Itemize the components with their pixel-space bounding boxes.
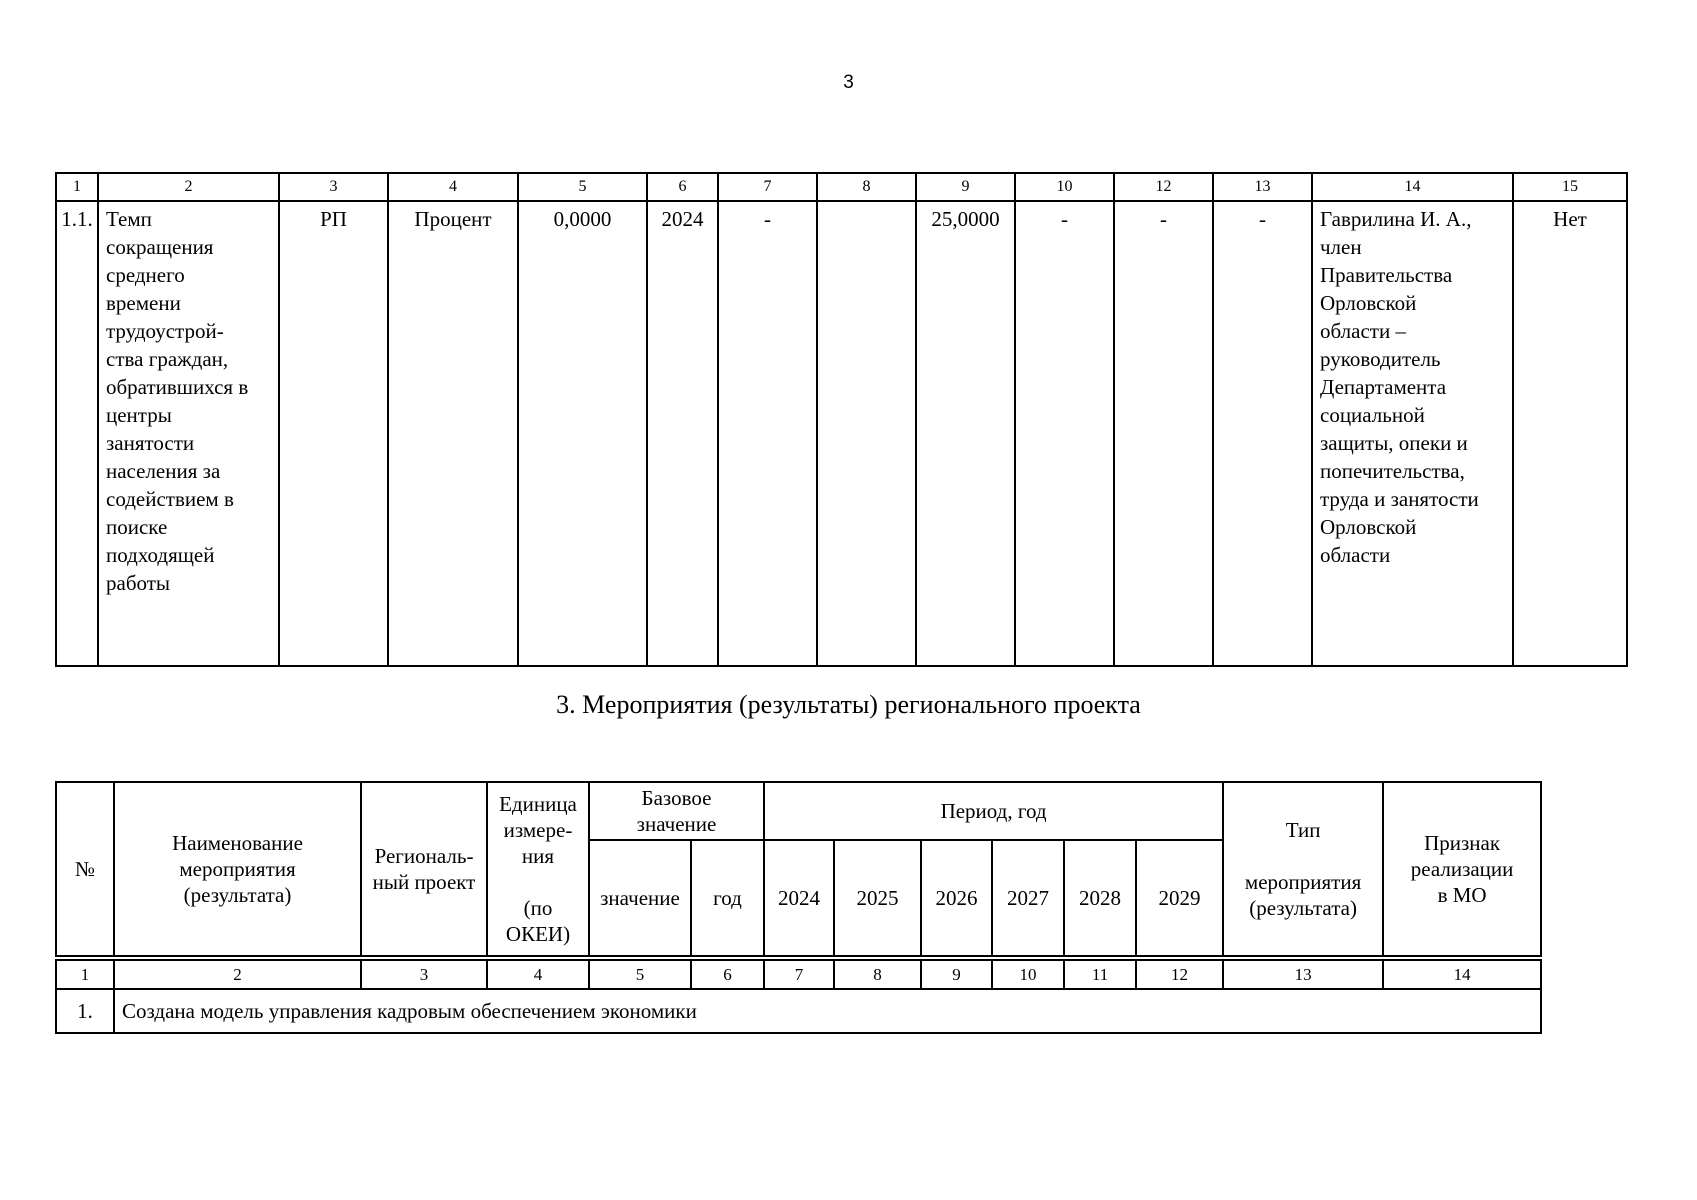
value-cell: - bbox=[1213, 201, 1312, 666]
header-no: № bbox=[56, 782, 114, 956]
row-number: 1. bbox=[56, 989, 114, 1033]
header-year: 2027 bbox=[992, 840, 1064, 956]
column-number: 4 bbox=[388, 173, 518, 201]
header-period: Период, год bbox=[764, 782, 1223, 840]
column-number: 12 bbox=[1136, 960, 1223, 989]
column-number: 10 bbox=[1015, 173, 1114, 201]
column-number: 5 bbox=[589, 960, 691, 989]
column-number: 8 bbox=[817, 173, 916, 201]
header-year: 2029 bbox=[1136, 840, 1223, 956]
column-number: 3 bbox=[361, 960, 487, 989]
table-row bbox=[56, 201, 1627, 666]
header-year: 2024 bbox=[764, 840, 834, 956]
table-header-row bbox=[56, 173, 1627, 201]
column-number: 15 bbox=[1513, 173, 1627, 201]
column-number: 4 bbox=[487, 960, 589, 989]
header-year: 2028 bbox=[1064, 840, 1136, 956]
header-base: Базовое значение bbox=[589, 782, 764, 840]
column-number: 12 bbox=[1114, 173, 1213, 201]
column-number: 10 bbox=[992, 960, 1064, 989]
column-number: 2 bbox=[114, 960, 361, 989]
header-base-year: год bbox=[691, 840, 764, 956]
header-year: 2026 bbox=[921, 840, 992, 956]
column-numbers-row bbox=[56, 960, 1541, 989]
page-number: 3 bbox=[843, 72, 854, 93]
column-number: 7 bbox=[718, 173, 817, 201]
value-cell bbox=[817, 201, 916, 666]
row-number: 1.1. bbox=[56, 201, 98, 666]
column-number: 7 bbox=[764, 960, 834, 989]
value-cell: - bbox=[1015, 201, 1114, 666]
header-base-value: значение bbox=[589, 840, 691, 956]
column-number: 9 bbox=[916, 173, 1015, 201]
result-title: Создана модель управления кадровым обеспечением экономики bbox=[114, 989, 1541, 1033]
table-row bbox=[56, 989, 1541, 1033]
column-number: 3 bbox=[279, 173, 388, 201]
header-type: Тип мероприятия (результата) bbox=[1223, 782, 1383, 956]
header-sign: Признак реализации в МО bbox=[1383, 782, 1541, 956]
value-cell: 25,0000 bbox=[916, 201, 1015, 666]
flag-cell: Нет bbox=[1513, 201, 1627, 666]
responsible-cell: Гаврилина И. А., член Правительства Орловской области – руководитель Департамента социальной защиты, опеки и попечительства, труда и занятости Орловской области bbox=[1312, 201, 1513, 666]
column-number: 9 bbox=[921, 960, 992, 989]
column-number: 13 bbox=[1213, 173, 1312, 201]
header-project: Региональ- ный проект bbox=[361, 782, 487, 956]
column-number: 14 bbox=[1383, 960, 1541, 989]
activities-table bbox=[55, 781, 1542, 1034]
column-number: 13 bbox=[1223, 960, 1383, 989]
column-number: 2 bbox=[98, 173, 279, 201]
value-cell: - bbox=[718, 201, 817, 666]
column-number: 14 bbox=[1312, 173, 1513, 201]
level-cell: РП bbox=[279, 201, 388, 666]
column-number: 1 bbox=[56, 960, 114, 989]
column-number: 8 bbox=[834, 960, 921, 989]
column-number: 6 bbox=[647, 173, 718, 201]
section-title: 3. Мероприятия (результаты) регионального проекта bbox=[556, 690, 1141, 719]
header-unit: Единица измере- ния (по ОКЕИ) bbox=[487, 782, 589, 956]
base-value-cell: 0,0000 bbox=[518, 201, 647, 666]
indicator-name: Темп сокращения среднего времени трудоустрой- ства граждан, обратившихся в центры занятости населения за содействием в поиске подходящей работы bbox=[98, 201, 279, 666]
unit-cell: Процент bbox=[388, 201, 518, 666]
indicators-table bbox=[55, 172, 1628, 667]
header-year: 2025 bbox=[834, 840, 921, 956]
column-number: 11 bbox=[1064, 960, 1136, 989]
header-name: Наименование мероприятия (результата) bbox=[114, 782, 361, 956]
column-number: 1 bbox=[56, 173, 98, 201]
base-year-cell: 2024 bbox=[647, 201, 718, 666]
column-number: 5 bbox=[518, 173, 647, 201]
column-number: 6 bbox=[691, 960, 764, 989]
table-header-row bbox=[56, 782, 1541, 840]
value-cell: - bbox=[1114, 201, 1213, 666]
